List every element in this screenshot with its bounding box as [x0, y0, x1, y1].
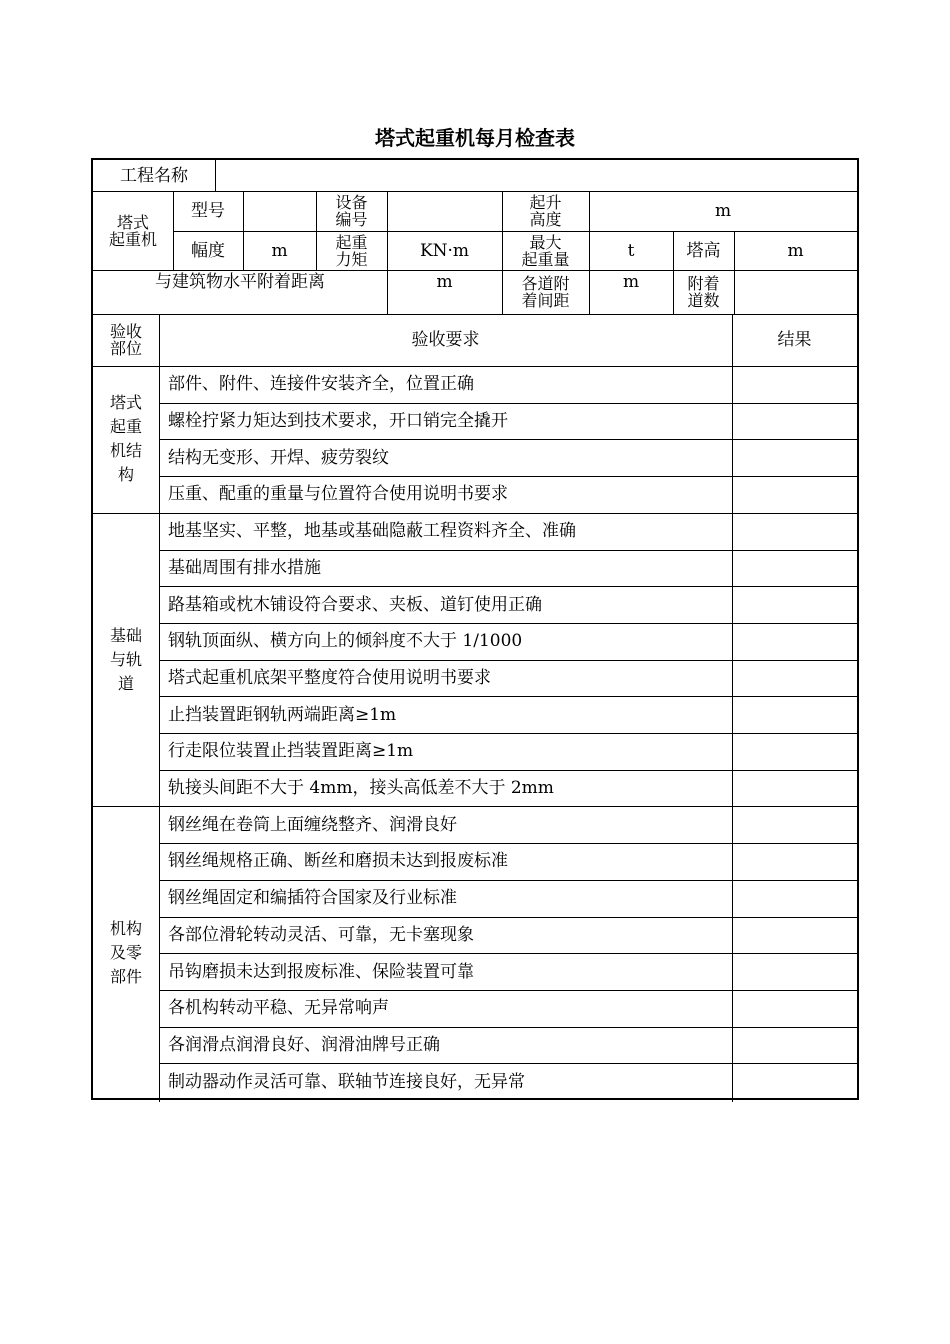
requirement-item: 钢丝绳规格正确、断丝和磨损未达到报废标准 — [168, 851, 508, 872]
section-name: 基础 与轨 道 — [109, 625, 142, 693]
result-cell[interactable] — [732, 439, 857, 476]
result-cell[interactable] — [732, 953, 857, 990]
requirement-item: 轨接头间距不大于 4mm，接头高低差不大于 2mm — [168, 778, 554, 799]
model-label: 型号 — [191, 201, 225, 221]
requirement-item: 各润滑点润滑良好、润滑油牌号正确 — [168, 1034, 440, 1055]
requirement-item: 钢丝绳固定和编插符合国家及行业标准 — [168, 888, 457, 909]
page-title: 塔式起重机每月检查表 — [375, 126, 575, 150]
result-cell[interactable] — [732, 623, 857, 660]
equip-no-value[interactable] — [387, 191, 502, 231]
requirement-item: 各机构转动平稳、无异常响声 — [168, 998, 389, 1019]
result-cell[interactable] — [732, 1027, 857, 1064]
attach-spacing-value[interactable]: m — [622, 272, 640, 292]
requirement-item: 螺栓拧紧力矩达到技术要求，开口销完全撬开 — [168, 411, 508, 432]
tower-height-value[interactable]: m — [787, 240, 804, 261]
result-cell[interactable] — [732, 806, 857, 843]
attach-spacing-label: 各道附 着间距 — [521, 274, 570, 310]
project-name-label: 工程名称 — [120, 165, 188, 186]
result-cell[interactable] — [732, 476, 857, 513]
model-value[interactable] — [243, 191, 316, 231]
lift-height-label: 起升 高度 — [529, 193, 562, 229]
requirement-item: 路基箱或枕木铺设符合要求、夹板、道钉使用正确 — [168, 594, 542, 615]
result-cell[interactable] — [732, 696, 857, 733]
equip-no-label: 设备 编号 — [335, 193, 368, 229]
attach-count-label: 附着 道数 — [687, 274, 720, 310]
range-value[interactable]: m — [271, 240, 288, 261]
moment-value[interactable]: KN·m — [419, 240, 470, 261]
result-cell[interactable] — [732, 513, 857, 550]
result-cell[interactable] — [732, 990, 857, 1027]
moment-label: 起重 力矩 — [335, 232, 368, 269]
result-cell[interactable] — [732, 880, 857, 917]
part-column-header: 验收 部位 — [109, 322, 142, 358]
result-column-header: 结果 — [777, 330, 812, 350]
result-cell[interactable] — [732, 586, 857, 623]
requirement-item: 结构无变形、开焊、疲劳裂纹 — [168, 447, 389, 468]
inspection-table — [91, 158, 859, 1100]
result-cell[interactable] — [732, 917, 857, 954]
attach-count-value[interactable] — [734, 270, 857, 314]
section-name: 塔式 起重 机结 构 — [109, 393, 142, 485]
distance-value[interactable]: m — [436, 272, 453, 292]
requirement-item: 吊钩磨损未达到报废标准、保险装置可靠 — [168, 961, 474, 982]
requirement-item: 地基坚实、平整，地基或基础隐蔽工程资料齐全、准确 — [168, 521, 576, 542]
tower-height-label: 塔高 — [686, 240, 721, 261]
requirement-item: 塔式起重机底架平整度符合使用说明书要求 — [168, 667, 491, 688]
result-cell[interactable] — [732, 770, 857, 807]
result-cell[interactable] — [732, 733, 857, 770]
max-load-label: 最大 起重量 — [521, 232, 570, 269]
requirement-column-header: 验收要求 — [411, 330, 480, 350]
project-name-value[interactable] — [215, 160, 857, 191]
crane-label: 塔式 起重机 — [108, 212, 157, 249]
requirement-item: 部件、附件、连接件安装齐全，位置正确 — [168, 374, 474, 395]
requirement-item: 基础周围有排水措施 — [168, 557, 321, 578]
section-name: 机构 及零 部件 — [109, 919, 142, 987]
result-cell[interactable] — [732, 550, 857, 587]
distance-label: 与建筑物水平附着距离 — [155, 272, 325, 292]
range-label: 幅度 — [191, 240, 225, 261]
requirement-item: 各部位滑轮转动灵活、可靠，无卡塞现象 — [168, 924, 474, 945]
result-cell[interactable] — [732, 403, 857, 440]
requirement-item: 制动器动作灵活可靠、联轴节连接良好，无异常 — [168, 1071, 525, 1092]
requirement-item: 行走限位装置止挡装置距离≥1m — [168, 741, 414, 762]
result-cell[interactable] — [732, 660, 857, 697]
result-cell[interactable] — [732, 366, 857, 403]
requirement-item: 止挡装置距钢轨两端距离≥1m — [168, 704, 397, 725]
requirement-item: 压重、配重的重量与位置符合使用说明书要求 — [168, 484, 508, 505]
result-cell[interactable] — [732, 843, 857, 880]
requirement-item: 钢丝绳在卷筒上面缠绕整齐、润滑良好 — [168, 814, 457, 835]
result-cell[interactable] — [732, 1063, 857, 1100]
max-load-value[interactable]: t — [627, 240, 635, 261]
requirement-item: 钢轨顶面纵、横方向上的倾斜度不大于 1/1000 — [168, 631, 523, 652]
lift-height-value[interactable]: m — [714, 201, 732, 221]
